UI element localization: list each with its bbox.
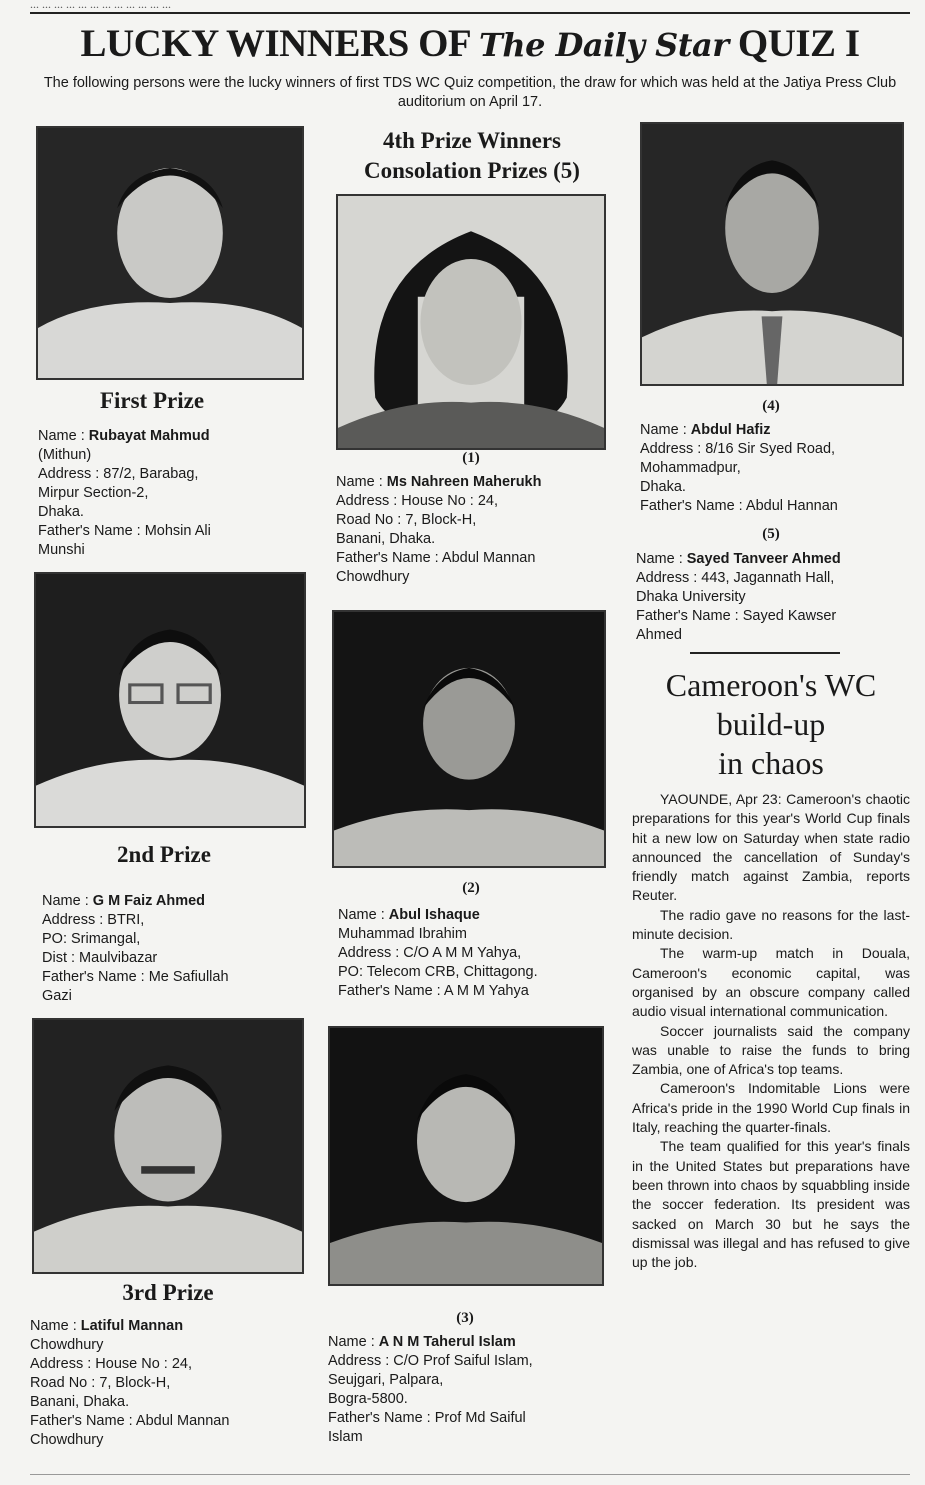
third-prize-details	[30, 1317, 310, 1450]
winner-name-extra: Chowdhury	[30, 1337, 104, 1353]
address-line	[336, 492, 616, 511]
name-label: Name :	[328, 1334, 379, 1350]
address-text: C/O Prof Saiful Islam,	[393, 1353, 533, 1369]
name-label: Name :	[640, 422, 691, 438]
name-line	[640, 421, 910, 440]
father-line	[338, 982, 618, 1001]
winner-name: A N M Taherul Islam	[378, 1334, 516, 1350]
name-label: Name :	[636, 551, 687, 567]
article-paragraph: The warm-up match in Douala, Cameroon's economic capital, was organised by an obscure company called audio visual international communication.	[632, 945, 910, 1020]
second-prize-label: 2nd Prize	[117, 842, 211, 867]
address-text: House No : 24,	[95, 1356, 193, 1372]
address-label: Address :	[640, 441, 706, 457]
bottom-rule	[30, 1474, 910, 1475]
father-line	[336, 549, 616, 568]
address-text: PO: Srimangal,	[42, 931, 141, 947]
father-name-extra: Islam	[328, 1429, 363, 1445]
father-name: Prof Md Saiful	[434, 1410, 526, 1426]
name-line	[328, 1333, 612, 1352]
address-text: Bogra-5800.	[328, 1391, 408, 1407]
address-text: Dhaka University	[636, 589, 746, 605]
consolation-2-photo	[332, 610, 606, 868]
consolation-1-details	[336, 473, 616, 587]
address-line	[636, 569, 910, 588]
father-name-extra: Chowdhury	[30, 1432, 104, 1448]
address-text: Seujgari, Palpara,	[328, 1372, 444, 1388]
address-line	[640, 440, 910, 459]
father-label: Father's Name :	[338, 983, 444, 999]
father-line	[30, 1412, 310, 1431]
first-prize-details	[38, 427, 308, 560]
third-prize-photo	[32, 1018, 304, 1274]
name-label: Name :	[338, 907, 389, 923]
headline-part-1: LUCKY WINNERS OF	[80, 22, 470, 65]
father-name: Abdul Hannan	[745, 498, 838, 514]
father-line	[38, 522, 308, 541]
winner-name: Ms Nahreen Maherukh	[386, 474, 542, 490]
name-label: Name :	[42, 893, 93, 909]
address-label: Address :	[336, 493, 402, 509]
name-line	[42, 892, 312, 911]
address-text: PO: Telecom CRB, Chittagong.	[338, 964, 538, 980]
father-label: Father's Name :	[640, 498, 746, 514]
address-text: BTRI,	[107, 912, 145, 928]
winner-name-extra: (Mithun)	[38, 447, 92, 463]
winner-name: Abul Ishaque	[388, 907, 480, 923]
father-name-extra: Ahmed	[636, 627, 682, 643]
address-label: Address :	[636, 570, 702, 586]
address-text: House No : 24,	[401, 493, 499, 509]
address-text: Banani, Dhaka.	[336, 531, 436, 547]
article-paragraph: The team qualified for this year's finals in the United States but preparations have been thrown into chaos by squabbling inside the soccer federation. Its president was sacked on March 30 but he says the dismissal was illegal and has refused to give up the job.	[632, 1138, 910, 1271]
first-prize-photo	[36, 126, 304, 380]
consolation-3-photo	[328, 1026, 604, 1286]
father-label: Father's Name :	[328, 1410, 435, 1426]
article-headline	[632, 666, 910, 783]
consolation-5-number: (5)	[762, 526, 780, 542]
third-prize-label: 3rd Prize	[122, 1280, 214, 1305]
fourth-prize-heading	[322, 126, 622, 186]
address-line	[30, 1355, 310, 1374]
article-headline-line: build-up	[716, 706, 826, 742]
father-line	[636, 607, 910, 626]
consolation-3-details	[328, 1333, 612, 1447]
father-name-extra: Gazi	[42, 988, 72, 1004]
winner-name-extra: Muhammad Ibrahim	[338, 926, 467, 942]
article-body	[632, 790, 910, 1272]
consolation-3-number: (3)	[456, 1310, 474, 1326]
name-line	[338, 906, 618, 925]
top-rule	[30, 12, 910, 14]
headline-part-2: QUIZ I	[737, 22, 860, 65]
winner-name: Abdul Hafiz	[690, 422, 771, 438]
address-line	[38, 465, 308, 484]
father-name: A M M Yahya	[443, 983, 529, 999]
first-prize-label: First Prize	[99, 388, 205, 413]
father-label: Father's Name :	[336, 550, 442, 566]
address-label: Address :	[42, 912, 108, 928]
article-paragraph: The radio gave no reasons for the last-minute decision.	[632, 906, 910, 943]
name-line	[336, 473, 616, 492]
second-prize-photo	[34, 572, 306, 828]
address-text: 87/2, Barabag,	[103, 466, 199, 482]
father-line	[42, 968, 312, 987]
consolation-2-number: (2)	[462, 880, 480, 896]
address-text: 8/16 Sir Syed Road,	[705, 441, 836, 457]
first-prize-name-line	[38, 427, 308, 446]
winner-name: Rubayat Mahmud	[88, 428, 210, 444]
consolation-4-photo	[640, 122, 904, 386]
intro-paragraph: The following persons were the lucky winners of first TDS WC Quiz competition, the draw for which was held at the Jatiya Press Club auditorium on April 17.	[43, 75, 897, 110]
address-line	[338, 944, 618, 963]
article-paragraph: YAOUNDE, Apr 23: Cameroon's chaotic preparations for this year's World Cup finals hit a new low on Saturday when state radio announced the cancellation of Sunday's friendly match against Zambia, reports Reuter.	[632, 791, 910, 904]
masthead-logo: The Daily Star	[479, 26, 729, 64]
father-label: Father's Name :	[38, 523, 145, 539]
page-headline	[30, 18, 910, 70]
address-text: Mirpur Section-2,	[38, 485, 149, 501]
father-name: Me Safiullah	[148, 969, 229, 985]
address-text: Road No : 7, Block-H,	[336, 512, 477, 528]
article-paragraph: Soccer journalists said the company was unable to raise the funds to bring Zambia, one of Africa's top teams.	[632, 1022, 910, 1078]
father-line	[328, 1409, 612, 1428]
address-label: Address :	[338, 945, 404, 961]
father-name: Abdul Mannan	[135, 1413, 230, 1429]
address-label: Address :	[38, 466, 104, 482]
cut-off-text-strip: ... ... ... ... ... ... ... ... ... ... ... ...	[30, 0, 171, 8]
address-text: 443, Jagannath Hall,	[701, 570, 835, 586]
fourth-prize-heading-line-1: 4th Prize Winners	[382, 128, 562, 153]
address-label: Address :	[30, 1356, 96, 1372]
winner-name: G M Faiz Ahmed	[92, 893, 206, 909]
address-line	[328, 1352, 612, 1371]
father-label: Father's Name :	[636, 608, 743, 624]
article-headline-line: Cameroon's WC	[665, 667, 877, 703]
address-text: Banani, Dhaka.	[30, 1394, 130, 1410]
address-text: Dhaka.	[640, 479, 686, 495]
father-name: Abdul Mannan	[441, 550, 536, 566]
father-label: Father's Name :	[30, 1413, 136, 1429]
father-name-extra: Chowdhury	[336, 569, 410, 585]
winner-name: Latiful Mannan	[80, 1318, 184, 1334]
father-name-extra: Munshi	[38, 542, 85, 558]
father-name: Sayed Kawser	[742, 608, 837, 624]
name-label: Name :	[38, 428, 89, 444]
address-line	[42, 911, 312, 930]
article-headline-line: in chaos	[718, 745, 824, 781]
consolation-2-details	[338, 906, 618, 1001]
consolation-1-photo	[336, 194, 606, 450]
name-label: Name :	[30, 1318, 81, 1334]
second-prize-details	[42, 892, 312, 1006]
winner-name: Sayed Tanveer Ahmed	[686, 551, 841, 567]
article-paragraph: Cameroon's Indomitable Lions were Africa's pride in the 1990 World Cup finals in Italy, reaching the quarter-finals.	[632, 1080, 910, 1136]
father-line	[640, 497, 910, 516]
fourth-prize-heading-line-2: Consolation Prizes (5)	[364, 158, 580, 183]
name-line	[30, 1317, 310, 1336]
address-label: Address :	[328, 1353, 394, 1369]
address-text: Road No : 7, Block-H,	[30, 1375, 171, 1391]
address-text: Dhaka.	[38, 504, 84, 520]
article-separator	[690, 652, 840, 654]
address-text: C/O A M M Yahya,	[403, 945, 522, 961]
consolation-4-number: (4)	[762, 398, 780, 414]
address-text: Mohammadpur,	[640, 460, 741, 476]
father-name: Mohsin Ali	[144, 523, 211, 539]
father-label: Father's Name :	[42, 969, 149, 985]
name-label: Name :	[336, 474, 387, 490]
consolation-5-details	[636, 550, 910, 645]
name-line	[636, 550, 910, 569]
consolation-1-number: (1)	[462, 450, 480, 466]
consolation-4-details	[640, 421, 910, 516]
address-text: Dist : Maulvibazar	[42, 950, 158, 966]
